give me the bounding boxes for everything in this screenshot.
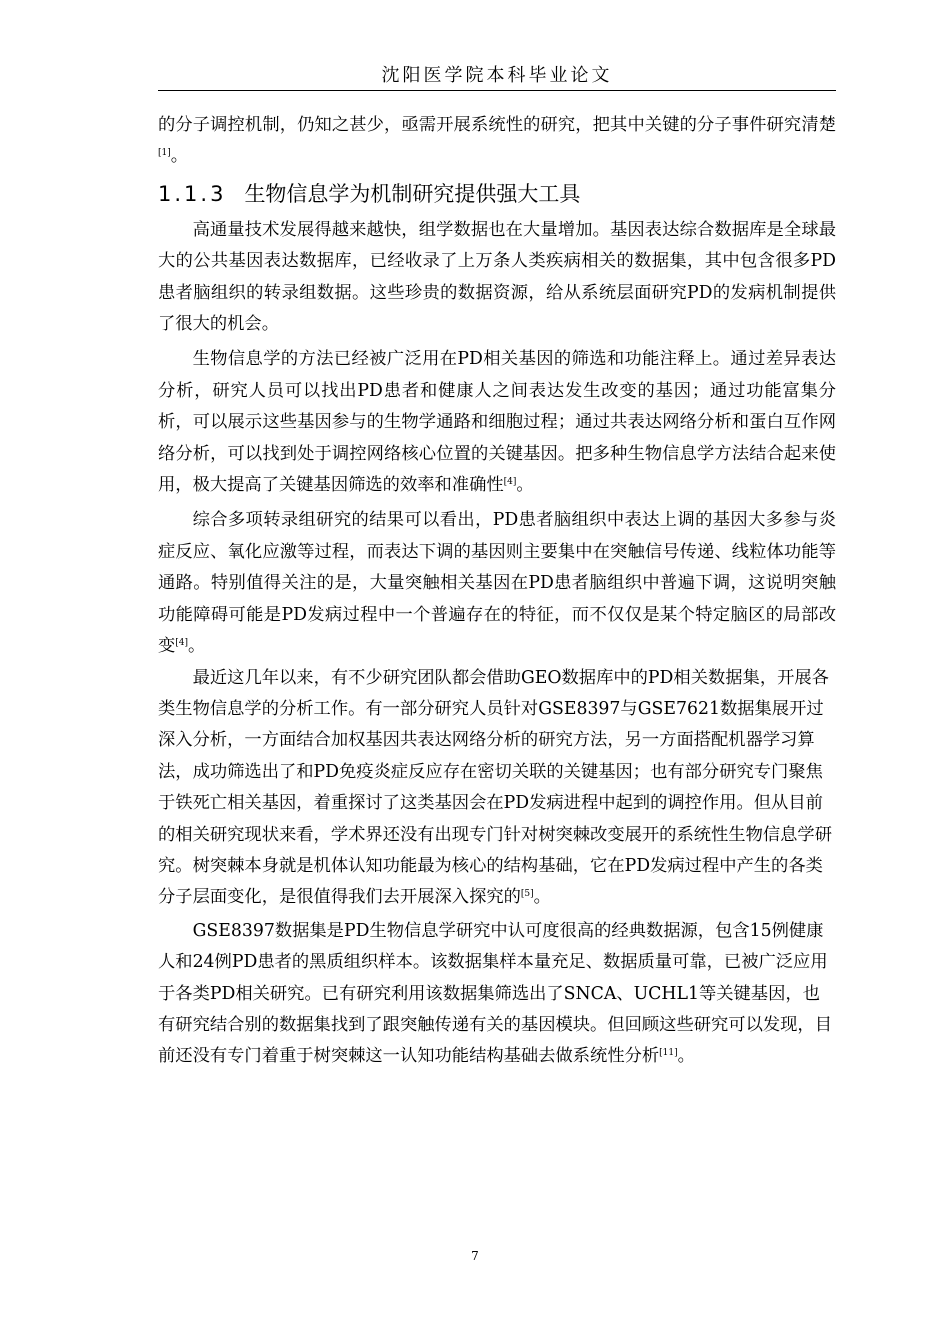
running-header: 沈阳医学院本科毕业论文 — [381, 65, 613, 86]
paragraph — [158, 344, 836, 501]
section-heading — [158, 177, 836, 211]
citation: [5] — [520, 889, 534, 900]
page-number: 7 — [471, 1249, 479, 1263]
citation: [4] — [503, 477, 517, 488]
paragraph-end: 。 — [170, 146, 189, 167]
paragraph-text: 最近这几年以来，有不少研究团队都会借助GEO数据库中的PD相关数据集，开展各类生物信息学的分析工作。有一部分研究人员针对GSE8397与GSE7621数据集展开过深入分析，一方面结合加权基因共表达网络分析的研究方法，另一方面搭配机器学习算法，成功筛选出了和PD免疫炎症反应存在密切关联的关键基因；也有部分研究专门聚焦于铁死亡相关基因，着重探讨了这类基因会在PD发病进程中起到的调控作用。但从目前的相关研究现状来看，学术界还没有出现专门针对树突棘改变展开的系统性生物信息学研究。树突棘本身就是机体认知功能最为核心的结构基础，它在PD发病过程中产生的各类分子层面变化，是很值得我们去开展深入探究的 — [158, 667, 832, 908]
section-title: 生物信息学为机制研究提供强大工具 — [244, 181, 581, 206]
paragraph-end: 。 — [677, 1046, 695, 1067]
paragraph-text: 的分子调控机制，仍知之甚少，亟需开展系统性的研究，把其中关键的分子事件研究清楚 — [158, 115, 836, 135]
paragraph — [158, 916, 836, 1073]
paragraph-text: 综合多项转录组研究的结果可以看出，PD患者脑组织中表达上调的基因大多参与炎症反应、氧化应激等过程，而表达下调的基因则主要集中在突触信号传递、线粒体功能等通路。特别值得关注的是，大量突触相关基因在PD患者脑组织中普遍下调，这说明突触功能障碍可能是PD发病过程中一个普遍存在的特征，而不仅仅是某个特定脑区的局部改变 — [158, 510, 836, 657]
paragraph-continued — [158, 110, 836, 173]
paragraph-end: 。 — [516, 475, 534, 496]
paragraph-end: 。 — [533, 887, 551, 908]
citation: [4] — [175, 638, 189, 649]
paragraph — [158, 505, 836, 662]
paragraph: 高通量技术发展得越来越快，组学数据也在大量增加。基因表达综合数据库是全球最大的公共基因表达数据库，已经收录了上万条人类疾病相关的数据集，其中包含很多PD患者脑组织的转录组数据。这些珍贵的数据资源，给从系统层面研究PD的发病机制提供了很大的机会。 — [158, 219, 836, 335]
paragraph-end: 。 — [188, 636, 206, 657]
page-body — [158, 110, 836, 1073]
paragraph — [158, 663, 836, 914]
section-number: 1.1.3 — [158, 181, 227, 206]
citation: [1] — [158, 148, 171, 159]
citation: [11] — [659, 1048, 678, 1059]
paragraph-text: GSE8397数据集是PD生物信息学研究中认可度很高的经典数据源，包含15例健康人和24例PD患者的黑质组织样本。该数据集样本量充足、数据质量可靠，已被广泛应用于各类PD相关研究。已有研究利用该数据集筛选出了SNCA、UCHL1等关键基因，也有研究结合别的数据集找到了跟突触传递有关的基因模块。但回顾这些研究可以发现，目前还没有专门着重于树突棘这一认知功能结构基础去做系统性分析 — [158, 920, 832, 1067]
paragraph-text: 生物信息学的方法已经被广泛用在PD相关基因的筛选和功能注释上。通过差异表达分析，研究人员可以找出PD患者和健康人之间表达发生改变的基因；通过功能富集分析，可以展示这些基因参与的生物学通路和细胞过程；通过共表达网络分析和蛋白互作网络分析，可以找到处于调控网络核心位置的关键基因。把多种生物信息学方法结合起来使用，极大提高了关键基因筛选的效率和准确性 — [158, 349, 836, 496]
header-rule — [158, 90, 836, 91]
